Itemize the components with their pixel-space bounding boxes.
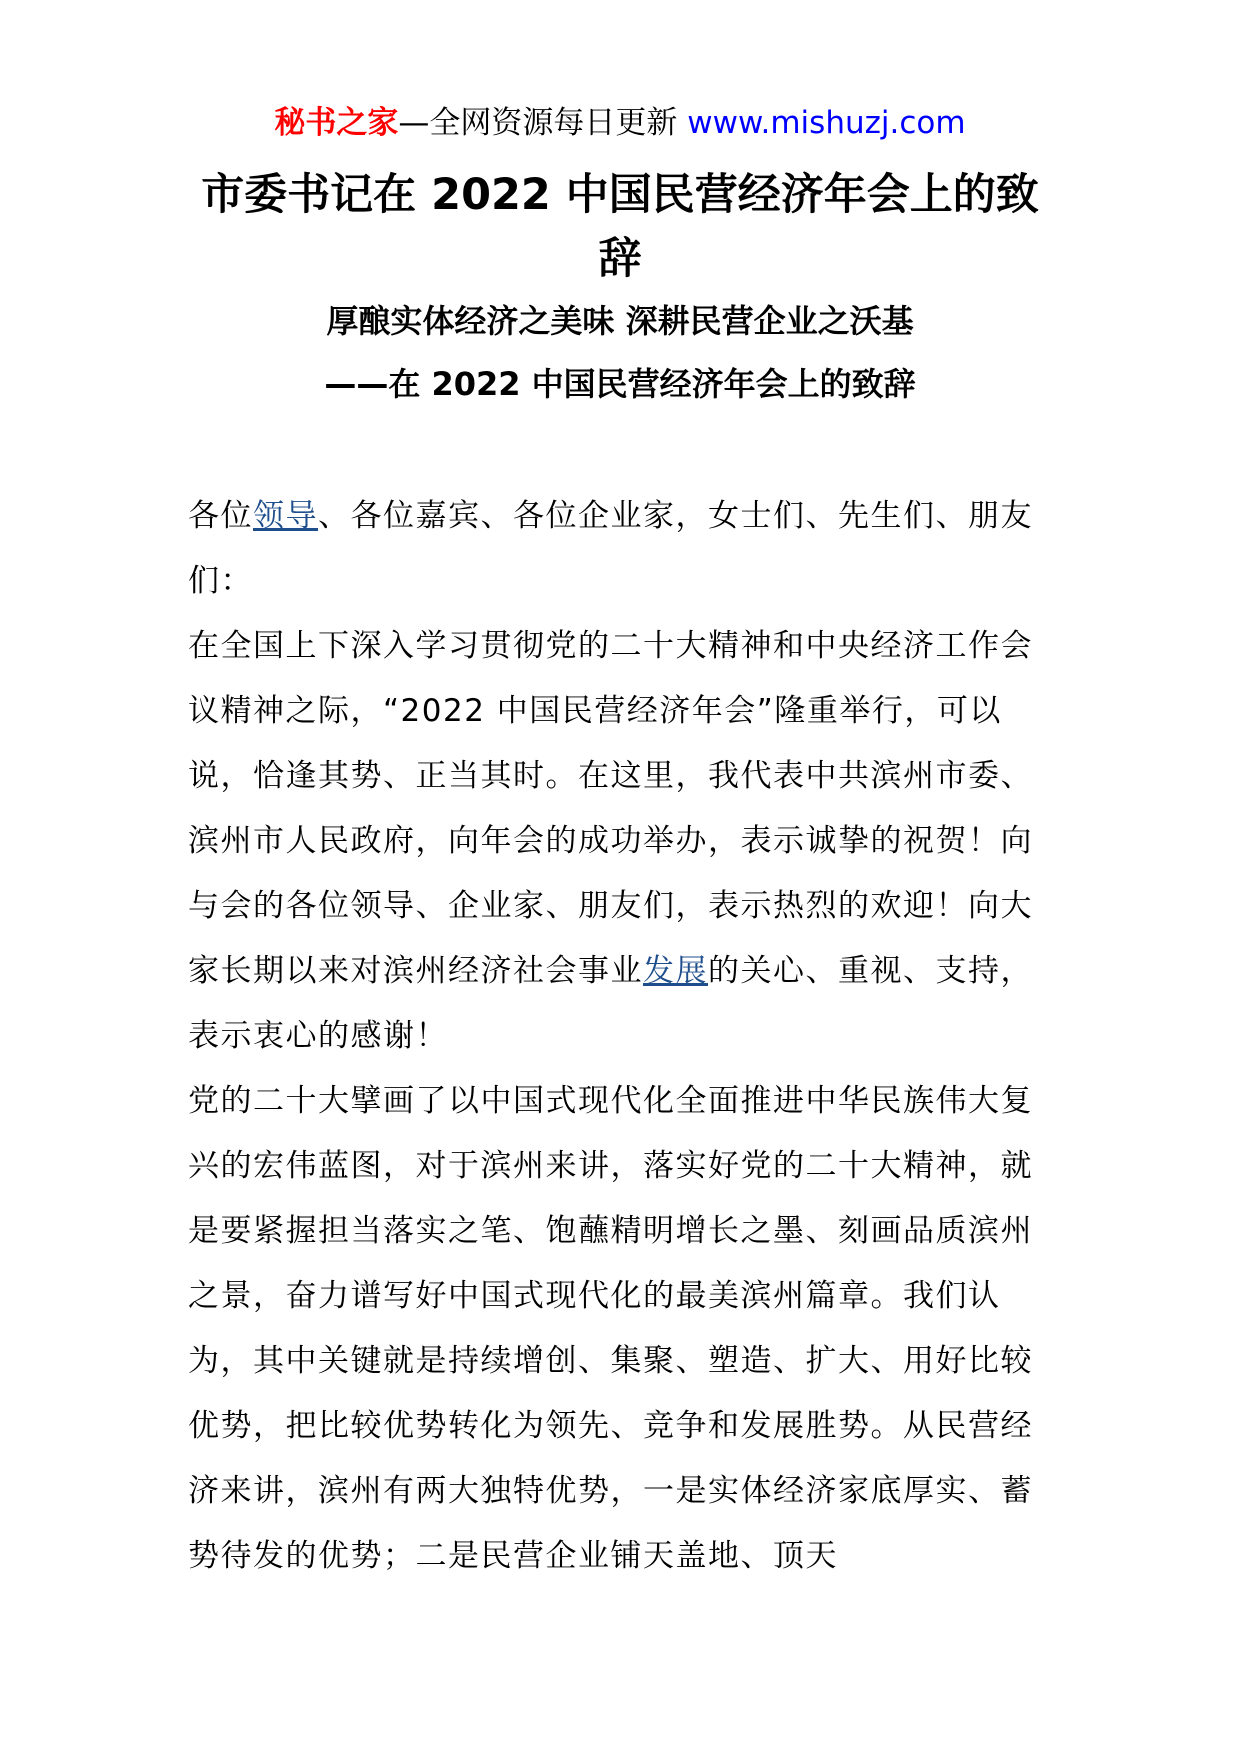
brand-name: 秘书之家 xyxy=(274,105,399,141)
paragraph-main: 党的二十大擘画了以中国式现代化全面推进中华民族伟大复兴的宏伟蓝图，对于滨州来讲，落实好党的二十大精神，就是要紧握担当落实之笔、饱蘸精明增长之墨、刻画品质滨州之景，奋力谱写好中国式现代化的最美滨州篇章。我们认为，其中关键就是持续增创、集聚、塑造、扩大、用好比较优势，把比较优势转化为领先、竞争和发展胜势。从民营经济来讲，滨州有两大独特优势，一是实体经济家底厚实、蓄势待发的优势；二是民营企业铺天盖地、顶天 xyxy=(188,1083,1033,1574)
document-subtitle: 厚酿实体经济之美味 深耕民营企业之沃基 xyxy=(326,302,914,340)
paragraph-text: 的关心、重视、支持，表示衷心的感谢！ xyxy=(188,953,1033,1054)
paragraph-greeting xyxy=(188,484,1058,614)
paragraph-opening xyxy=(188,614,1058,1069)
keyword-link-leader[interactable]: 领导 xyxy=(253,498,318,534)
header-tagline: —全网资源每日更新 xyxy=(398,105,688,141)
document-body xyxy=(188,484,1058,1589)
site-url-link[interactable]: www.mishuzj.com xyxy=(687,105,966,141)
document-subtitle-speech: ——在 2022 中国民营经济年会上的致辞 xyxy=(324,365,916,403)
site-header xyxy=(0,103,1240,143)
paragraph-text: 、各位嘉宾、各位企业家，女士们、先生们、朋友们： xyxy=(188,498,1033,599)
document-title: 市委书记在 2022 中国民营经济年会上的致辞 xyxy=(201,170,1039,284)
keyword-link-development[interactable]: 发展 xyxy=(643,953,708,989)
paragraph-text: 在全国上下深入学习贯彻党的二十大精神和中央经济工作会议精神之际，“2022 中国民营经济年会”隆重举行，可以说，恰逢其势、正当其时。在这里，我代表中共滨州市委、滨州市人民政府，向年会的成功举办，表示诚挚的祝贺！向与会的各位领导、企业家、朋友们，表示热烈的欢迎！向大家长期以来对滨州经济社会事业 xyxy=(188,628,1033,989)
paragraph-text: 各位 xyxy=(188,498,253,534)
